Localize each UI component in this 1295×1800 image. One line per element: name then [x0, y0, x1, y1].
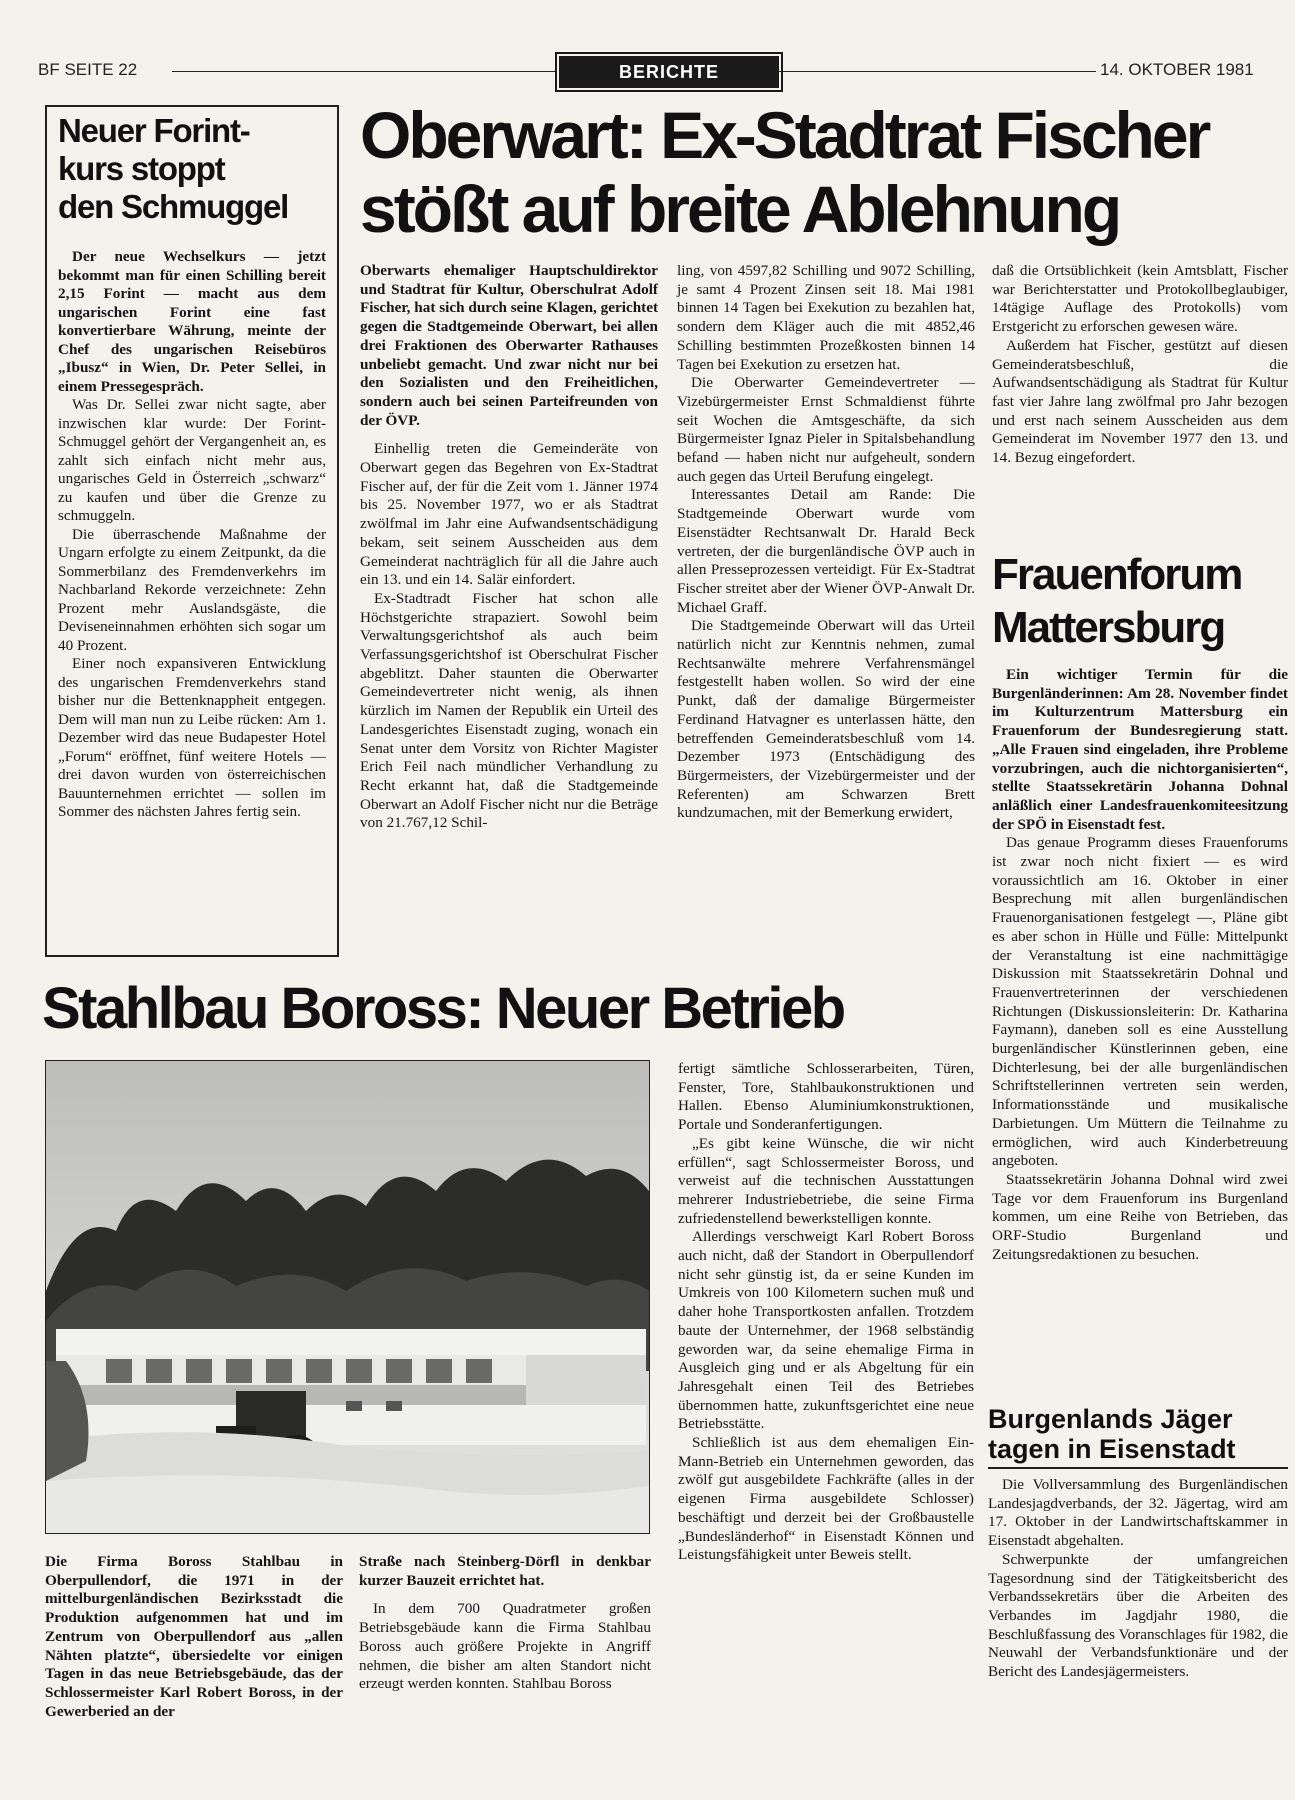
factory-photo: [45, 1060, 650, 1534]
oberwart-lead: Oberwarts ehemaliger Hauptschuldirektor und Stadtrat für Kultur, Oberschulrat Adolf Fischer, hat sich durch seine Klagen, gerichtet gegen die Stadtgemeinde Oberwart, bei allen drei Fraktionen des Oberwarter Rathauses unbeliebt gemacht. Und zwar nicht nur bei den Sozialisten und den Freiheitlichen, sondern auch bei seinen Parteifreunden von der ÖVP.: [360, 262, 658, 429]
issue-date: 14. OKTOBER 1981: [1100, 60, 1254, 79]
frauen-headline-line: Mattersburg: [992, 603, 1225, 652]
forint-headline-line: kurs stoppt: [58, 150, 225, 187]
header-rule-left: [172, 71, 555, 72]
oberwart-paragraph: Interessantes Detail am Rande: Die Stadtgemeinde Oberwart wurde vom Eisenstädter Rechtsanwalt Dr. Harald Beck vertreten, der die burgenländische ÖVP auch in allen Presseprozessen verteidigt. Für Ex-Stadtrat Fischer streitet aber der Wiener ÖVP-Anwalt Dr. Michael Graff.: [677, 486, 975, 616]
forint-lead: Der neue Wechselkurs — jetzt bekommt man für einen Schilling bereit 2,15 Forint — macht aus dem ungarischen Forint eine fast konvertierbare Währung, meinte der Chef des ungarischen Reisebüros „Ibusz“ in Wien, Dr. Peter Sellei, in einem Pressegespräch.: [58, 248, 326, 395]
oberwart-paragraph: ling, von 4597,82 Schilling und 9072 Schilling, je samt 4 Prozent Zinsen seit 18. Mai 1981 binnen 14 Tagen bei Exekution zu bezahlen hat, sondern dem Kläger auch die mit 4852,46 Schilling bestimmten Prozeßkosten binnen 14 Tagen bei Exekution zu ersetzen hat.: [677, 262, 975, 373]
oberwart-headline-line: Oberwart: Ex-Stadtrat Fischer: [360, 98, 1209, 172]
frauen-body: [992, 666, 1288, 1265]
jaeger-body: [988, 1476, 1288, 1682]
jaeger-paragraph: Die Vollversammlung des Burgenländischen Landesjagdverbands, der 32. Jägertag, wird am 17. Oktober in der Landwirtschaftskammer in Eisenstadt abgehalten.: [988, 1476, 1288, 1550]
forint-paragraph: Was Dr. Sellei zwar nicht sagte, aber inzwischen klar wurde: Der Forint-Schmuggel gehört der Vergangenheit an, es zahlt sich einfach nicht mehr aus, ungarisches Geld in Österreich „schwarz“ zu kaufen und über die Grenze zu schmuggeln.: [58, 396, 326, 524]
header-rule-right: [779, 71, 1096, 72]
stahlbau-column-3: [678, 1060, 974, 1565]
oberwart-paragraph: Einhellig treten die Gemeinderäte von Oberwart gegen das Begehren von Ex-Stadtrat Fischer auf, der für die Zeit vom 1. Jänner 1974 bis 25. November 1977, wo er als Stadtrat zwölfmal im Jahr eine Aufwandsentschädigung bekam, seit seinem Ausscheiden aus dem Gemeinderat nachträglich für all die Jahre auch ein 13. und ein 14. Salär einfordert.: [360, 440, 658, 589]
oberwart-paragraph: Außerdem hat Fischer, gestützt auf diesen Gemeinderatsbeschluß, die Aufwandsentschädigung als Stadtrat für Kultur fast vier Jahre lang zwölfmal pro Jahr bezogen und erst nach seinem Ausscheiden aus dem Gemeinderat im November 1977 den 13. und 14. Bezug eingefordert.: [992, 336, 1288, 467]
forint-headline-line: den Schmuggel: [58, 188, 289, 225]
stahlbau-headline: Stahlbau Boross: Neuer Betrieb: [42, 976, 844, 1041]
oberwart-headline: [360, 98, 1280, 246]
frauen-paragraph: Das genaue Programm dieses Frauenforums ist zwar noch nicht fixiert — es wird voraussichtlich am 16. Oktober in einer Besprechung mit allen burgenländischen Frauenorganisationen festgelegt —, Pläne gibt es aber schon in Hülle und Fülle: Mittelpunkt der Veranstaltung ist eine nachmittägige Diskussion mit Staatssekretärin Dohnal und Frauenvertreterinnen der verschiedenen Richtungen (Diskussionsleiterin: Dr. Katharina Faymann), daneben soll es eine Ausstellung burgenländischer Künstlerinnen geben, eine Dichterlesung, bei der alle burgenländischen Schriftstellerinnen vertreten sein werden, Informationsstände und musikalische Darbietungen. Um Müttern die Teilnahme zu ermöglichen, wird auch Kinderbetreuung angeboten.: [992, 834, 1288, 1170]
forint-paragraph: Die überraschende Maßnahme der Ungarn erfolgte zu einem Zeitpunkt, da die Sommerbilanz des Fremdenverkehrs im Nachbarland Rekorde verzeichnete: Zehn Prozent mehr Auslandsgäste, die Deviseneinnahmen erhöhten sich sogar um 40 Prozent.: [58, 525, 326, 654]
oberwart-paragraph: daß die Ortsüblichkeit (kein Amtsblatt, Fischer war Berichterstatter und Protokollbeglaubiger, 14tägige Auflage des Protokolls) vom Erstgericht zu erforschen gewesen wäre.: [992, 262, 1288, 336]
oberwart-column-3: [992, 262, 1288, 468]
stahlbau-paragraph: Schließlich ist aus dem ehemaligen Ein-Mann-Betrieb ein Unternehmen geworden, das zwölf gut ausgebildete Fachkräfte (alles in der eigenen Firma ausgebildete Schlosser) beschäftigt und derzeit bei der Großbaustelle „Bundesländerhof“ in Eisenstadt Können und Leistungsfähigkeit unter Beweis stellt.: [678, 1434, 974, 1564]
stahlbau-paragraph: fertigt sämtliche Schlosserarbeiten, Türen, Fenster, Tore, Stahlbaukonstruktionen und Hallen. Ebenso Aluminiumkonstruktionen, Portale und Sonderanfertigungen.: [678, 1060, 974, 1134]
stahlbau-column-1: [45, 1553, 343, 1721]
oberwart-paragraph: Die Oberwarter Gemeindevertreter — Vizebürgermeister Ernst Schmaldienst führte seit Wochen die Amtsgeschäfte, da sich Bürgermeister Ignaz Pieler in Spitalsbehandlung befand — haben nicht nur aufgeheult, sondern auch gegen das Urteil Berufung eingelegt.: [677, 374, 975, 485]
frauen-lead: Ein wichtiger Termin für die Burgenländerinnen: Am 28. November findet im Kulturzentrum Mattersburg ein Frauenforum der Bundesregierung statt. „Alle Frauen sind eingeladen, ihre Probleme vorzubringen, auch die nichtorganisierten“, stellte Staatssekretärin Johanna Dohnal anläßlich einer Landesfrauenkomiteesitzung der SPÖ in Eisenstadt fest.: [992, 666, 1288, 833]
jaeger-paragraph: Schwerpunkte der umfangreichen Tagesordnung sind der Tätigkeitsbericht des Verbandssekretärs über die Arbeiten des Verbandes im Jagdjahr 1980, die Beschlußfassung des Voranschlages für 1982, die Neuwahl der Verbandsfunktionäre und der Bericht des Landesjägermeisters.: [988, 1550, 1288, 1681]
stahlbau-paragraph: „Es gibt keine Wünsche, die wir nicht erfüllen“, sagt Schlossermeister Boross, und verweist auf die technischen Ausstattungen mehrerer Industriebetriebe, die seine Firma zufriedenstellend bewerkstelligen konnte.: [678, 1134, 974, 1227]
jaeger-headline: [988, 1404, 1288, 1464]
jaeger-headline-line: Burgenlands Jäger: [988, 1404, 1233, 1434]
stahlbau-column-2: [359, 1553, 651, 1694]
factory-photo-image: [46, 1061, 649, 1533]
forint-body: [58, 248, 326, 822]
forint-headline: [58, 112, 330, 226]
jaeger-rule: [988, 1467, 1288, 1469]
jaeger-headline-line: tagen in Eisenstadt: [988, 1434, 1236, 1464]
oberwart-column-1: [360, 262, 658, 833]
stahlbau-lead-cont: Straße nach Steinberg-Dörfl in denkbar kurzer Bauzeit errichtet hat.: [359, 1553, 651, 1589]
forint-paragraph: Einer noch expansiveren Entwicklung des ungarischen Fremdenverkehrs stand bisher nur die Bettenknappheit entgegen. Dem will man nun zu Leibe rücken: Am 1. Dezember wird das neue Budapester Hotel „Forum“ eröffnet, fünf weitere Hotels — drei davon wurden von österreichischen Bauunternehmen errichtet — sollen im Sommer des nächsten Jahres fertig sein.: [58, 655, 326, 820]
frauen-paragraph: Staatssekretärin Johanna Dohnal wird zwei Tage vor dem Frauenforum ins Burgenland kommen, um eine Reihe von Betrieben, das ORF-Studio Burgenland und Zeitungsredaktionen zu besuchen.: [992, 1170, 1288, 1263]
stahlbau-lead: Die Firma Boross Stahlbau in Oberpullendorf, die 1971 in der mittelburgenländischen Bezirksstadt die Produktion aufgenommen hat und im Zentrum von Oberpullendorf aus „allen Nähten platzte“, übersiedelte vor einigen Tagen in das neue Betriebsgebäude, das der Schlossermeister Karl Robert Boross, in der Gewerberied an der: [45, 1553, 343, 1720]
oberwart-column-2: [677, 262, 975, 823]
page-number: BF SEITE 22: [38, 60, 138, 79]
frauen-headline: [992, 548, 1288, 654]
stahlbau-paragraph: In dem 700 Quadratmeter großen Betriebsgebäude kann die Firma Stahlbau Boross auch größere Projekte in Angriff nehmen, die bisher am alten Standort nicht erzeugt werden konnten. Stahlbau Boross: [359, 1600, 651, 1693]
forint-headline-line: Neuer Forint-: [58, 112, 250, 149]
stahlbau-paragraph: Allerdings verschweigt Karl Robert Boross auch nicht, daß der Standort in Oberpullendorf nicht sehr günstig ist, da er seine Kunden im Umkreis von 100 Kilometern suchen muß und daher hohe Transportkosten anfallen. Trotzdem baute der Unternehmer, der 1968 selbständig geworden war, da seine ehemalige Firma in Ausgleich ging und er als Abgeltung für ein Jahresgehalt einen Teil des Betriebes übernommen hatte, zukunftsgerichtet eine neue Betriebsstätte.: [678, 1228, 974, 1433]
oberwart-paragraph: Die Stadtgemeinde Oberwart will das Urteil natürlich nicht zur Kenntnis nehmen, zumal Rechtsanwälte mehrere Verfahrensmängel festgestellt haben wollen. So wird der eine Punkt, daß der damalige Bürgermeister Ferdinand Hatvagner es unterlassen hätte, den betreffenden Gemeinderatsbeschluß vom 14. Dezember 1973 (Entschädigung des Bürgermeisters, der Vizebürgermeister und der Referenten) am Schwarzen Brett kundzumachen, mit der Bemerkung erwidert,: [677, 617, 975, 822]
section-rubric: BERICHTE: [559, 56, 779, 88]
oberwart-headline-line: stößt auf breite Ablehnung: [360, 172, 1120, 246]
oberwart-paragraph: Ex-Stadtradt Fischer hat schon alle Höchstgerichte strapaziert. Sowohl beim Verwaltungsgerichtshof als auch beim Verfassungsgerichtshof ist Oberschulrat Fischer abgeblitzt. Daher staunten die Oberwarter Gemeindevertreter nicht wenig, als ihnen kürzlich im Namen der Republik ein Urteil des Landesgerichtes Eisenstadt zuging, wonach ein Senat unter dem Vorsitz von Richter Magister Erich Feil nach mündlicher Verhandlung zu Recht erkannt hat, daß die Stadtgemeinde Oberwart an Adolf Fischer nicht nur die Beträge von 21.767,12 Schil-: [360, 589, 658, 832]
frauen-headline-line: Frauenforum: [992, 550, 1242, 599]
